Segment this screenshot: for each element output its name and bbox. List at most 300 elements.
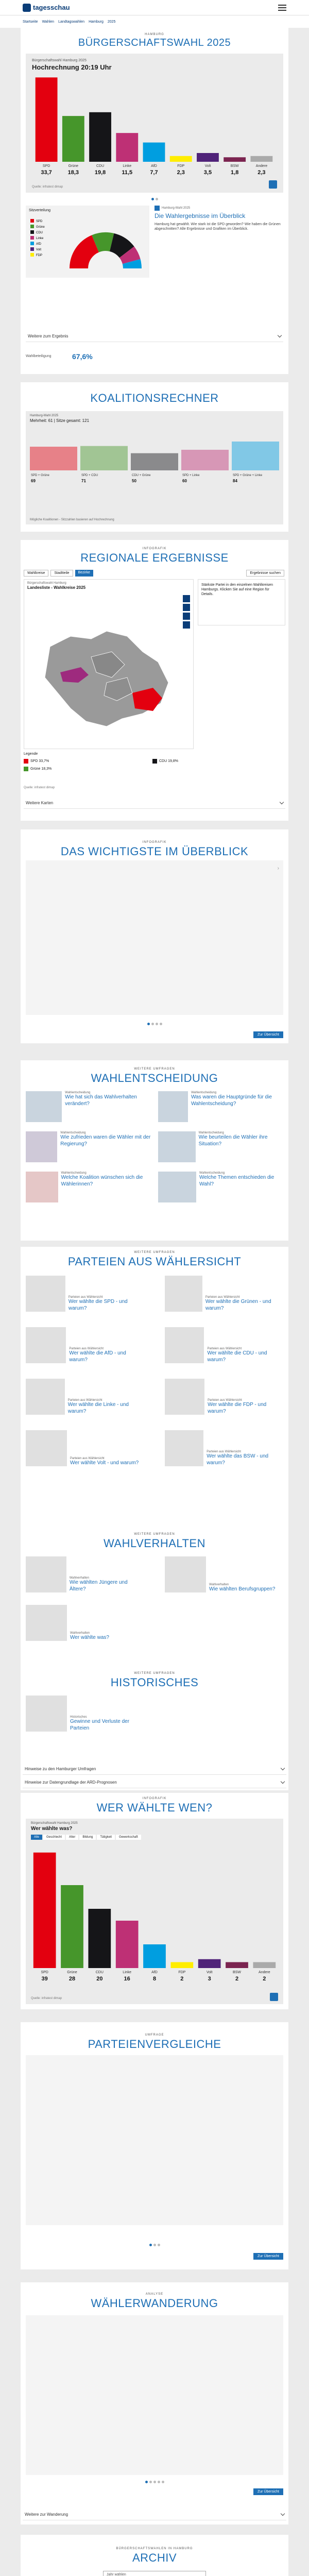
card-title[interactable]: Was waren die Hauptgründe für die Wahlentscheidung? [191, 1094, 272, 1107]
carousel-dot[interactable] [149, 2481, 152, 2483]
regional-title: REGIONALE ERGEBNISSE [80, 551, 229, 564]
card-title[interactable]: Wer wählte Volt - und warum? [70, 1460, 139, 1466]
chart-value-label: 2 [235, 1976, 239, 1982]
accordion-label: Hinweise zu den Hamburger Umfragen [25, 1767, 96, 1771]
breadcrumb-item[interactable]: Landtagswahlen [58, 20, 85, 24]
legend-swatch [30, 247, 34, 251]
card-kicker: Historisches [70, 1716, 87, 1719]
coalition-label: SPD + Grüne + Linke [233, 474, 263, 477]
chart-value-label: 8 [152, 1976, 157, 1982]
chart-value-label: 2 [263, 1976, 266, 1982]
chart-category-label: Linke [123, 1971, 132, 1974]
map-legend [24, 759, 281, 771]
who-source: Quelle: infratest dimap [31, 1997, 62, 2000]
tab-education[interactable]: Bildung [79, 1835, 96, 1840]
carousel-dot[interactable] [153, 2244, 156, 2246]
overview-carousel [26, 860, 283, 1015]
results-section [21, 28, 288, 347]
voters-card[interactable] [165, 1276, 283, 1312]
card-thumbnail [165, 1327, 204, 1363]
regional-kicker: INFOGRAFIK [142, 547, 167, 550]
who-chart-title: Wer wählte was? [31, 1826, 73, 1832]
card-title[interactable]: Wer wählte die AfD - und warum? [69, 1350, 126, 1363]
coalition-footnote: Mögliche Koalitionen - Sitzzahlen basieren auf Hochrechnung [30, 518, 114, 521]
chart-bar [226, 1962, 248, 1969]
voters-section [21, 1247, 288, 1528]
chart-value-label: 39 [41, 1976, 48, 1982]
chart-value-label: 16 [124, 1976, 130, 1982]
carousel-dot[interactable] [145, 2481, 148, 2483]
compare-carousel [26, 2055, 283, 2225]
chart-value-label: 1,8 [231, 170, 239, 176]
card-kicker: Parteien aus Wählersicht [207, 1347, 242, 1350]
chart-category-label: BSW [233, 1971, 241, 1974]
overview-article-kicker: Hamburg-Wahl 2025 [162, 207, 191, 210]
card-title[interactable]: Wie beurteilen die Wähler ihre Situation? [198, 1134, 268, 1147]
hamburg-map[interactable] [29, 616, 184, 734]
chart-bar [170, 156, 192, 162]
card-thumbnail [26, 1276, 65, 1312]
hero-kicker: HAMBURG [145, 33, 164, 36]
chart-category-label: BSW [230, 164, 239, 168]
chart-value-label: 19,8 [94, 170, 106, 176]
card-title[interactable]: Welche Themen entschieden die Wahl? [199, 1175, 274, 1187]
chart-bar [61, 1885, 83, 1968]
voters-title: PARTEIEN AUS WÄHLERSICHT [67, 1255, 242, 1268]
who-card [26, 1819, 283, 2004]
turnout-section [21, 347, 288, 374]
chart-value-label: 2,3 [258, 170, 266, 176]
archive-section [21, 2535, 288, 2576]
coalition-section [21, 382, 288, 532]
tab-stadtteile[interactable]: Stadtteile [50, 570, 73, 577]
coalition-title: KOALITIONSRECHNER [90, 392, 219, 404]
who-tabs [26, 1833, 283, 1842]
legend-label: Grüne [36, 226, 45, 229]
coalition-value: 71 [81, 479, 86, 483]
card-kicker: Wahlentscheidung [65, 1091, 91, 1094]
map-title: Landesliste - Wahlkreise 2025 [27, 585, 86, 590]
article-badge-icon [154, 206, 160, 211]
legend-label: CDU [36, 231, 43, 234]
accordion-label: Weitere zum Ergebnis [28, 334, 68, 338]
regional-tabs [24, 570, 93, 577]
coalition-value: 50 [132, 479, 136, 483]
chart-category-label: Linke [123, 164, 132, 168]
chart-value-label: 2,3 [177, 170, 185, 176]
coalition-bar [131, 453, 178, 470]
decision-card[interactable] [158, 1091, 283, 1122]
card-title[interactable]: Wie zufrieden waren die Wähler mit der Regierung? [60, 1134, 151, 1147]
projection-card [26, 54, 283, 193]
overview-article-title[interactable]: Die Wahlergebnisse im Überblick [154, 212, 246, 219]
voters-card[interactable] [26, 1276, 144, 1312]
card-thumbnail [26, 1696, 67, 1732]
chart-value-label: 3,5 [203, 170, 212, 176]
projection-chart [33, 74, 275, 177]
chart-bar [224, 157, 246, 162]
card-title[interactable]: Wer wählte die SPD - und warum? [68, 1299, 128, 1311]
legend-label: Grüne 18,3% [30, 767, 52, 771]
turnout-value: 67,6% [72, 352, 93, 361]
hero-dots [21, 198, 288, 200]
share-icon[interactable] [269, 180, 277, 189]
voters-card[interactable] [26, 1430, 144, 1466]
legend-label: SPD [36, 220, 43, 223]
regional-source: Quelle: infratest dimap [24, 786, 55, 789]
chart-value-label: 20 [96, 1976, 103, 1982]
map-card [24, 579, 194, 749]
tab-wahlkreise[interactable]: Wahlkreise [24, 570, 48, 577]
card-title[interactable]: Wer wählte die CDU - und warum? [207, 1350, 267, 1363]
breadcrumb-item[interactable]: Wahlen [42, 20, 55, 24]
breadcrumb [0, 15, 309, 28]
decision-kicker: WEITERE UMFRAGEN [134, 1067, 175, 1071]
behaviour-title: WAHLVERHALTEN [103, 1537, 205, 1550]
legend-label: Linke [36, 237, 44, 240]
search-results-button[interactable]: Ergebnisse suchen [246, 570, 284, 577]
decision-grid [26, 1091, 283, 1202]
chevron-right-icon[interactable]: › [277, 866, 279, 871]
seats-title: Sitzverteilung [29, 209, 51, 212]
coalition-chart [28, 432, 281, 494]
overview-title: DAS WICHTIGSTE IM ÜBERBLICK [60, 845, 249, 858]
chevron-down-icon [280, 800, 284, 804]
hamburger-icon[interactable] [278, 5, 286, 11]
chart-bar [143, 1944, 166, 1968]
card-title[interactable]: Wer wählte die FDP - und warum? [208, 1402, 267, 1414]
coalition-kicker: Hamburg-Wahl 2025 [30, 414, 59, 417]
legend-title: Legende [24, 752, 38, 756]
compare-dots [21, 2244, 288, 2246]
results-accordion[interactable] [26, 331, 283, 342]
card-kicker: Parteien aus Wählersicht [207, 1450, 241, 1453]
legend-swatch [24, 759, 28, 764]
legend-label: FDP [36, 254, 42, 257]
historic-kicker: WEITERE UMFRAGEN [134, 1672, 175, 1675]
legend-label: Volt [36, 248, 42, 251]
tab-all[interactable]: Alle [31, 1835, 42, 1840]
card-kicker: Wahlverhalten [69, 1577, 89, 1580]
accordion-label: Weitere zur Wanderung [25, 2512, 68, 2517]
voters-card[interactable] [165, 1430, 283, 1466]
behaviour-card[interactable] [26, 1605, 144, 1641]
chart-bar [198, 1959, 221, 1968]
coalition-bar [181, 450, 229, 470]
projection-source: Quelle: infratest dimap [32, 185, 63, 189]
decision-title: WAHLENTSCHEIDUNG [91, 1072, 218, 1084]
projection-kicker: Bürgerschaftswahl Hamburg 2025 [32, 59, 87, 62]
regional-accordion[interactable] [24, 798, 285, 809]
archive-select[interactable]: Jahr wählen [103, 2571, 206, 2576]
tab-union[interactable]: Gewerkschaft [116, 1835, 141, 1840]
chart-value-label: 28 [68, 1976, 76, 1982]
coalition-bar [80, 446, 128, 470]
historic-title: HISTORISCHES [110, 1676, 199, 1689]
coalition-card [26, 411, 283, 524]
historic-card[interactable] [26, 1696, 147, 1732]
carousel-dot[interactable] [162, 2481, 164, 2483]
chevron-down-icon [281, 1780, 285, 1784]
chart-bar [116, 1921, 139, 1968]
coalition-value: 69 [31, 479, 36, 483]
chart-bar [116, 133, 138, 162]
who-chart-kicker: Bürgerschaftswahl Hamburg 2025 [31, 1822, 78, 1825]
hints-section [21, 1759, 288, 1790]
chart-bar [62, 116, 84, 162]
decision-card[interactable] [26, 1091, 151, 1122]
tab-bezirke[interactable]: Bezirke [75, 570, 93, 577]
card-kicker: Wahlverhalten [209, 1583, 229, 1586]
coalition-label: SPD + Grüne [31, 474, 49, 477]
chart-category-label: CDU [95, 1971, 104, 1974]
accordion-label: Hinweise zur Datengrundlage der ARD-Prognosen [25, 1780, 117, 1785]
voters-kicker: WEITERE UMFRAGEN [134, 1251, 175, 1254]
chart-category-label: SPD [42, 164, 50, 168]
overview-kicker: INFOGRAFIK [142, 841, 167, 844]
legend-label: SPD 33,7% [30, 759, 49, 763]
chevron-down-icon [278, 333, 282, 337]
legend-swatch [30, 219, 34, 223]
decision-card[interactable] [158, 1131, 283, 1162]
overview-article-text: Hamburg hat gewählt. Wie stark ist die SPD geworden? Wie haben die Grünen abgeschnitten? Alle Ergebnisse und Grafiken im Überblick. [154, 223, 281, 231]
chart-category-label: FDP [178, 1971, 186, 1974]
overview-section [21, 829, 288, 1043]
carousel-dot[interactable] [151, 1023, 154, 1025]
card-thumbnail [26, 1131, 57, 1162]
carousel-dot[interactable] [158, 2481, 160, 2483]
card-thumbnail [158, 1091, 188, 1122]
tab-age[interactable]: Alter [66, 1835, 78, 1840]
chart-value-label: 3 [208, 1976, 211, 1982]
zoom-in-icon[interactable] [183, 595, 190, 602]
chart-category-label: AfD [151, 1971, 158, 1974]
coalition-label: SPD + Linke [182, 474, 200, 477]
legend-swatch [30, 253, 34, 257]
voters-card[interactable] [165, 1379, 283, 1415]
overview-article[interactable] [154, 206, 283, 278]
chart-value-label: 7,7 [150, 170, 158, 176]
card-kicker: Parteien aus Wählersicht [70, 1456, 105, 1460]
carousel-dot[interactable] [160, 1023, 162, 1025]
decision-card[interactable] [26, 1131, 151, 1162]
chart-bar [253, 1962, 276, 1969]
migration-carousel [26, 2315, 283, 2475]
card-thumbnail [26, 1430, 67, 1466]
card-title[interactable]: Wie hat sich das Wahlverhalten verändert? [65, 1094, 137, 1107]
coalition-bar [232, 442, 279, 470]
tab-gender[interactable]: Geschlecht [43, 1835, 65, 1840]
card-thumbnail [26, 1327, 66, 1363]
seats-chart [28, 217, 147, 274]
share-icon[interactable] [270, 1993, 278, 2001]
voters-card[interactable] [26, 1327, 144, 1363]
card-kicker: Parteien aus Wählersicht [68, 1296, 103, 1299]
archive-kicker: BÜRGERSCHAFTSWAHLEN IN HAMBURG [116, 2547, 193, 2550]
card-title[interactable]: Wer wählte was? [70, 1634, 109, 1640]
migration-accordion[interactable] [23, 2509, 286, 2520]
legend-swatch [30, 242, 34, 245]
zoom-out-icon[interactable] [183, 604, 190, 611]
coalition-value: 60 [182, 479, 187, 483]
map-controls [183, 595, 190, 629]
migration-title: WÄHLERWANDERUNG [91, 2297, 218, 2310]
regional-section [21, 540, 288, 821]
breadcrumb-item[interactable]: Startseite [23, 20, 38, 24]
card-title[interactable]: Wer wählte die Grünen - und warum? [205, 1299, 271, 1311]
card-thumbnail [26, 1605, 67, 1641]
chart-bar [33, 1853, 56, 1968]
card-title[interactable]: Wie wählten Jüngere und Ältere? [69, 1580, 128, 1592]
overview-button[interactable]: Zur Übersicht [253, 1031, 283, 1038]
legend-label: CDU 19,8% [159, 759, 178, 763]
compare-title: PARTEIENVERGLEICHE [88, 2038, 221, 2050]
chart-category-label: Volt [206, 1971, 213, 1974]
reset-icon[interactable] [183, 613, 190, 620]
chart-bar [88, 1909, 111, 1968]
card-thumbnail [165, 1379, 204, 1415]
site-header [0, 0, 309, 15]
carousel-dot[interactable] [147, 1023, 150, 1025]
logo-text: tagesschau [33, 4, 70, 11]
chart-bar [89, 112, 111, 162]
compare-button[interactable]: Zur Übersicht [253, 2253, 283, 2260]
voters-grid [26, 1276, 283, 1466]
coalition-bar [30, 447, 77, 470]
migration-section [21, 2282, 288, 2524]
voters-card[interactable] [26, 1379, 144, 1415]
card-title[interactable]: Gewinne und Verluste der Parteien [70, 1719, 130, 1731]
migration-button[interactable]: Zur Übersicht [253, 2488, 283, 2495]
migration-kicker: ANALYSE [145, 2293, 164, 2296]
coalition-label: CDU + Grüne [132, 474, 151, 477]
decision-card[interactable] [158, 1172, 283, 1202]
card-kicker: Wahlentscheidung [199, 1172, 225, 1175]
data-basis-accordion[interactable] [23, 1777, 286, 1788]
historic-section [21, 1667, 288, 1759]
who-title: WER WÄHLTE WEN? [96, 1801, 213, 1814]
accordion-label: Weitere Karten [26, 801, 54, 805]
carousel-dot[interactable] [158, 2244, 160, 2246]
tab-occupation[interactable]: Tätigkeit [97, 1835, 115, 1840]
card-thumbnail [158, 1131, 196, 1162]
card-kicker: Wahlverhalten [70, 1631, 90, 1635]
map-info: Stärkste Partei in den einzelnen Wahlkreisen Hamburgs. Klicken Sie auf eine Region für Details. [198, 579, 285, 625]
chart-value-label: 18,3 [67, 170, 79, 176]
legend-label: AfD [36, 243, 42, 246]
carousel-dot[interactable] [149, 2244, 152, 2246]
coalition-value: 84 [233, 479, 237, 483]
legend-swatch [30, 236, 34, 240]
card-kicker: Parteien aus Wählersicht [69, 1347, 104, 1350]
carousel-dot[interactable] [156, 198, 158, 200]
chart-value-label: 33,7 [41, 170, 52, 176]
compare-kicker: UMFRAGE [145, 2033, 164, 2037]
decision-card[interactable] [26, 1172, 151, 1202]
archive-title: ARCHIV [132, 2551, 177, 2564]
behaviour-card[interactable] [165, 1556, 283, 1592]
legend-swatch [30, 225, 34, 228]
chart-category-label: SPD [41, 1971, 48, 1974]
chart-category-label: Grüne [68, 164, 79, 168]
chart-category-label: CDU [96, 164, 105, 168]
who-section [21, 1793, 288, 2009]
card-kicker: Parteien aus Wählersicht [67, 1399, 102, 1402]
turnout-label: Wahlbeteiligung [26, 354, 52, 358]
card-thumbnail [26, 1172, 58, 1202]
behaviour-grid [26, 1556, 283, 1641]
chart-category-label: Grüne [67, 1971, 77, 1974]
card-title[interactable]: Wer wählte die Linke - und warum? [67, 1402, 129, 1414]
card-title[interactable]: Welche Koalition wünschen sich die Wählerinnen? [61, 1175, 143, 1187]
chart-category-label: FDP [177, 164, 185, 168]
behaviour-section [21, 1528, 288, 1667]
overview-dots [21, 1023, 288, 1025]
fullscreen-icon[interactable] [183, 621, 190, 629]
logo-mark-icon [23, 4, 31, 12]
who-kicker: INFOGRAFIK [142, 1797, 167, 1800]
chart-bar [170, 1962, 193, 1969]
hints-accordion[interactable] [23, 1764, 286, 1775]
card-kicker: Wahlentscheidung [191, 1091, 217, 1094]
card-thumbnail [165, 1556, 206, 1592]
voters-card[interactable] [165, 1327, 283, 1363]
projection-title: Hochrechnung 20:19 Uhr [32, 63, 112, 71]
card-kicker: Parteien aus Wählersicht [205, 1296, 240, 1299]
decision-section [21, 1060, 288, 1241]
chevron-down-icon [281, 2512, 285, 2516]
chart-category-label: Andere [255, 164, 268, 168]
chart-bar [250, 156, 272, 162]
legend-swatch [30, 230, 34, 234]
card-thumbnail [26, 1091, 62, 1122]
carousel-dot[interactable] [151, 198, 154, 200]
chart-value-label: 2 [180, 1976, 184, 1982]
card-thumbnail [158, 1172, 196, 1202]
coalition-subtitle: Mehrheit: 61 | Sitze gesamt: 121 [30, 418, 90, 423]
chart-bar [197, 153, 219, 162]
behaviour-kicker: WEITERE UMFRAGEN [134, 1533, 175, 1536]
behaviour-card[interactable] [26, 1556, 144, 1592]
compare-section [21, 2022, 288, 2269]
card-thumbnail [26, 1379, 65, 1415]
card-title[interactable]: Wie wählten Berufsgruppen? [209, 1586, 276, 1592]
hero-title: BÜRGERSCHAFTSWAHL 2025 [78, 37, 231, 48]
card-thumbnail [26, 1556, 66, 1592]
carousel-dot[interactable] [156, 1023, 158, 1025]
card-title[interactable]: Wer wählte das BSW - und warum? [207, 1453, 269, 1466]
who-chart [31, 1850, 278, 1984]
chart-category-label: AfD [151, 164, 157, 168]
migration-dots [21, 2481, 288, 2483]
chart-value-label: 11,5 [122, 170, 133, 176]
chart-bar [143, 143, 165, 162]
carousel-dot[interactable] [153, 2481, 156, 2483]
breadcrumb-item[interactable]: Hamburg [89, 20, 104, 24]
chart-bar [36, 77, 58, 162]
card-kicker: Wahlentscheidung [60, 1131, 86, 1134]
card-kicker: Wahlentscheidung [61, 1172, 87, 1175]
seats-card [26, 206, 149, 278]
legend-swatch [24, 767, 28, 771]
map-kicker: Bürgerschaftswahl Hamburg [27, 582, 66, 585]
coalition-label: SPD + CDU [81, 474, 98, 477]
breadcrumb-item[interactable]: 2025 [107, 20, 116, 24]
chevron-down-icon [281, 1766, 285, 1770]
card-kicker: Parteien aus Wählersicht [208, 1399, 242, 1402]
logo[interactable] [23, 4, 70, 12]
legend-swatch [152, 759, 157, 764]
